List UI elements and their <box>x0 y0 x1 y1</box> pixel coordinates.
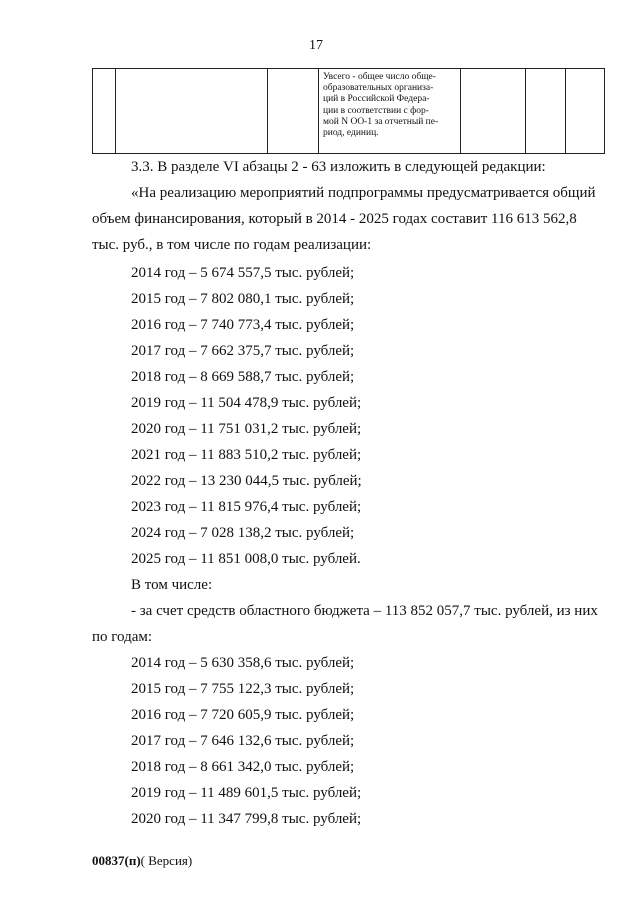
total-year-item: 2025 год – 11 851 008,0 тыс. рублей. <box>131 551 361 567</box>
paragraph-line: объем финансирования, который в 2014 - 2025 годах составит 116 613 562,8 <box>92 211 577 227</box>
table-row <box>93 69 605 154</box>
total-year-item: 2024 год – 7 028 138,2 тыс. рублей; <box>131 525 355 541</box>
regional-year-item: 2019 год – 11 489 601,5 тыс. рублей; <box>131 785 362 801</box>
total-year-item: 2018 год – 8 669 588,7 тыс. рублей; <box>131 369 355 385</box>
total-year-item: 2022 год – 13 230 044,5 тыс. рублей; <box>131 473 362 489</box>
regional-budget-line: по годам: <box>92 629 153 645</box>
paragraph-line: «На реализацию мероприятий подпрограммы предусматривается общий <box>131 185 596 201</box>
total-year-item: 2020 год – 11 751 031,2 тыс. рублей; <box>131 421 362 437</box>
page-number: 17 <box>309 38 323 53</box>
cell-text-line: ций в Российской Федера- <box>323 94 430 105</box>
regional-year-item: 2014 год – 5 630 358,6 тыс. рублей; <box>131 655 355 671</box>
cell-text-line: мой N ОО-1 за отчетный пе- <box>323 116 439 127</box>
section-intro: 3.3. В разделе VI абзацы 2 - 63 изложить в следующей редакции: <box>131 159 546 175</box>
total-year-item: 2015 год – 7 802 080,1 тыс. рублей; <box>131 291 355 307</box>
table-cell <box>461 69 526 154</box>
table-cell <box>526 69 566 154</box>
total-year-item: 2021 год – 11 883 510,2 тыс. рублей; <box>131 447 362 463</box>
cell-text-line: риод, единиц. <box>323 128 379 139</box>
total-year-item: 2014 год – 5 674 557,5 тыс. рублей; <box>131 265 355 281</box>
cell-text-line: Увсего - общее число обще- <box>323 72 436 82</box>
including-label: В том числе: <box>131 577 213 593</box>
total-year-item: 2016 год – 7 740 773,4 тыс. рублей; <box>131 317 355 333</box>
footer-doc-code <box>92 853 192 869</box>
indicator-table <box>92 68 605 154</box>
table-cell <box>93 69 116 154</box>
regional-year-item: 2017 год – 7 646 132,6 тыс. рублей; <box>131 733 355 749</box>
table-fragment <box>92 68 604 154</box>
regional-year-item: 2015 год – 7 755 122,3 тыс. рублей; <box>131 681 355 697</box>
paragraph-line: тыс. руб., в том числе по годам реализации: <box>92 237 372 253</box>
cell-text-line: ции в соответствии с фор- <box>323 105 429 116</box>
table-cell-formula-description <box>319 69 461 154</box>
total-year-item: 2019 год – 11 504 478,9 тыс. рублей; <box>131 395 362 411</box>
table-cell <box>566 69 605 154</box>
total-year-item: 2023 год – 11 815 976,4 тыс. рублей; <box>131 499 362 515</box>
regional-year-item: 2020 год – 11 347 799,8 тыс. рублей; <box>131 811 362 827</box>
doc-code: 00837(п) <box>92 853 141 868</box>
table-cell <box>116 69 268 154</box>
regional-budget-line: - за счет средств областного бюджета – 113 852 057,7 тыс. рублей, из них <box>131 603 598 619</box>
table-cell <box>268 69 319 154</box>
regional-year-item: 2016 год – 7 720 605,9 тыс. рублей; <box>131 707 355 723</box>
total-year-item: 2017 год – 7 662 375,7 тыс. рублей; <box>131 343 355 359</box>
cell-text-line: образовательных организа- <box>323 83 434 94</box>
doc-version: ( Версия) <box>140 853 193 868</box>
regional-year-item: 2018 год – 8 661 342,0 тыс. рублей; <box>131 759 355 775</box>
